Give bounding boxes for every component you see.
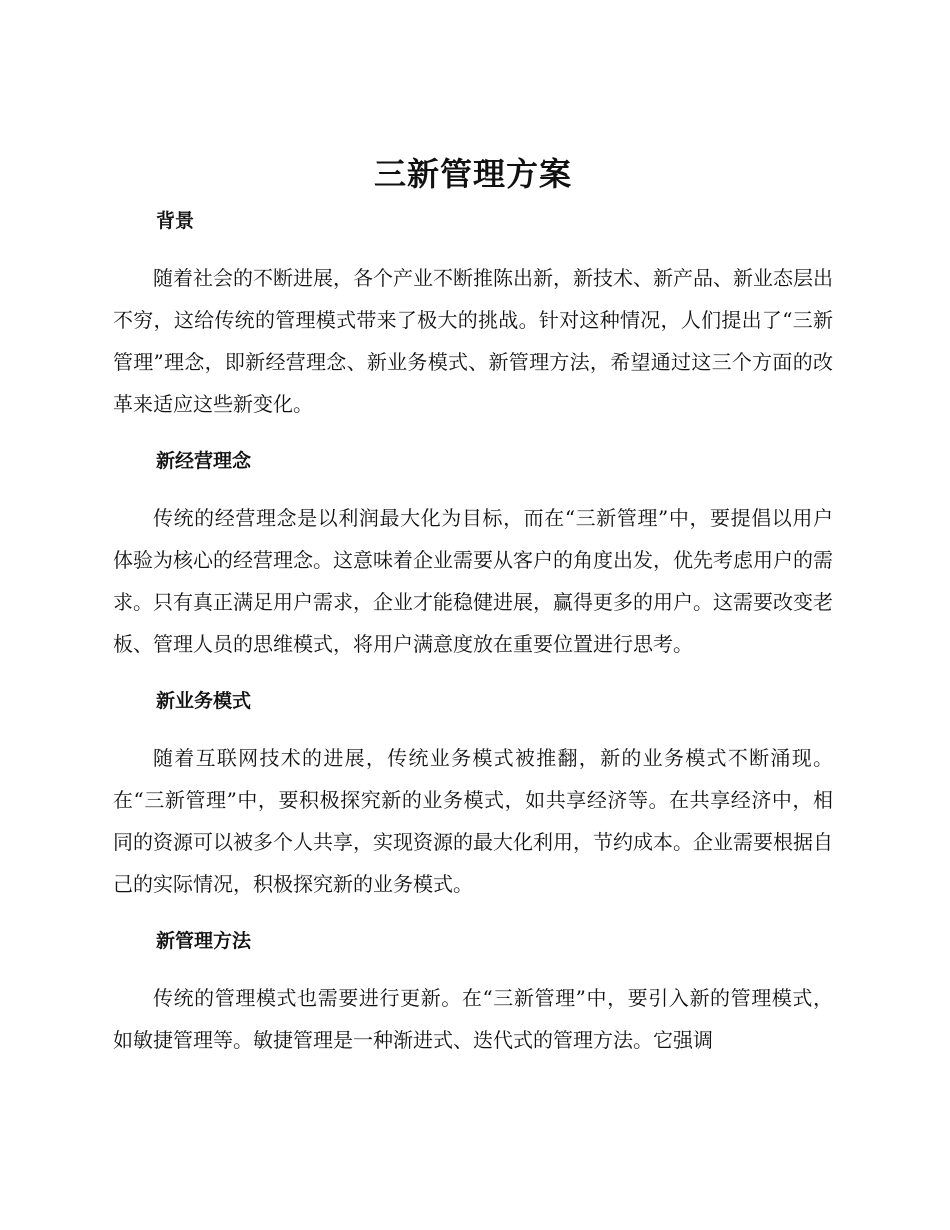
- document-title: 三新管理方案: [373, 155, 572, 193]
- document-body: [113, 148, 833, 1061]
- section-heading-new-management-method: 新管理方法: [156, 930, 252, 952]
- section-paragraph-new-business-model: 随着互联网技术的进展，传统业务模式被推翻，新的业务模式不断涌现。在“三新管理”中，要积极探究新的业务模式，如共享经济等。在共享经济中，相同的资源可以被多个人共享，实现资源的最大化利用，节约成本。企业需要根据自己的实际情况，积极探究新的业务模式。: [113, 746, 833, 896]
- section-heading-background: 背景: [156, 210, 195, 232]
- section-paragraph-background: 随着社会的不断进展，各个产业不断推陈出新，新技术、新产品、新业态层出不穷，这给传统的管理模式带来了极大的挑战。针对这种情况，人们提出了“三新管理”理念，即新经营理念、新业务模式、新管理方法，希望通过这三个方面的改革来适应这些新变化。: [113, 266, 833, 416]
- section-paragraph-new-business-philosophy: 传统的经营理念是以利润最大化为目标，而在“三新管理”中，要提倡以用户体验为核心的经营理念。这意味着企业需要从客户的角度出发，优先考虑用户的需求。只有真正满足用户需求，企业才能稳健进展，赢得更多的用户。这需要改变老板、管理人员的思维模式，将用户满意度放在重要位置进行思考。: [113, 506, 833, 656]
- section-paragraph-new-management-method: 传统的管理模式也需要进行更新。在“三新管理”中，要引入新的管理模式，如敏捷管理等。敏捷管理是一种渐进式、迭代式的管理方法。它强调: [113, 986, 833, 1052]
- section-heading-new-business-philosophy: 新经营理念: [156, 450, 252, 472]
- section-heading-new-business-model: 新业务模式: [156, 690, 252, 712]
